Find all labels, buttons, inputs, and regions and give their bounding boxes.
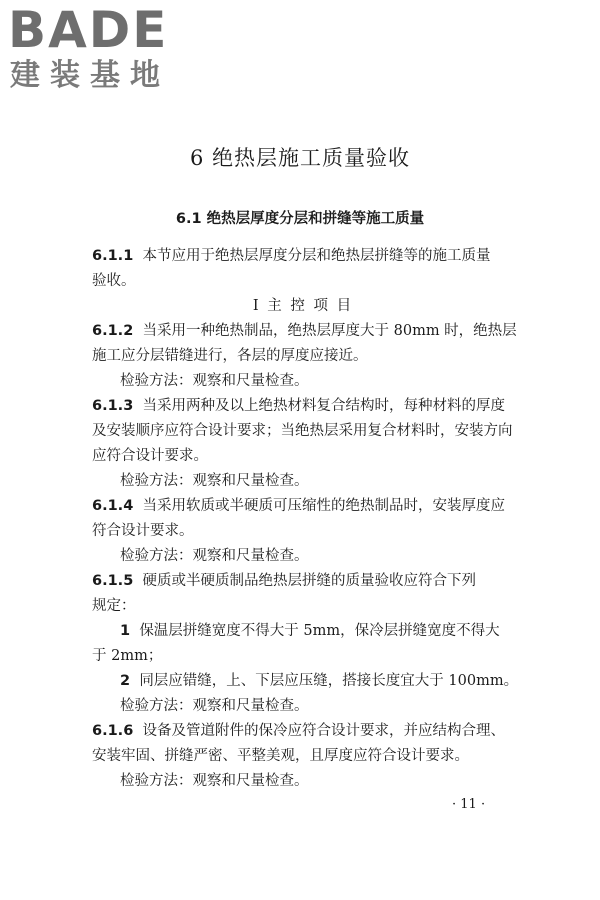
inspection-method: 检验方法：观察和尺量检查。	[120, 773, 309, 789]
subheading-main-control-items: Ⅰ 主 控 项 目	[252, 298, 354, 314]
clause-6-1-3: 6.1.3 当采用两种及以上绝热材料复合结构时，每种材料的厚度	[92, 398, 506, 414]
list-item-1: 1 保温层拼缝宽度不得大于 5mm，保冷层拼缝宽度不得大	[120, 623, 500, 639]
clause-6-1-2: 6.1.2 当采用一种绝热制品，绝热层厚度大于 80mm 时，绝热层	[92, 323, 517, 339]
list-item-2: 2 同层应错缝，上、下层应压缝，搭接长度宜大于 100mm。	[120, 673, 519, 689]
logo-wordmark: BADE	[8, 1, 169, 59]
clause-6-1-5: 6.1.5 硬质或半硬质制品绝热层拼缝的质量验收应符合下列	[92, 573, 477, 589]
inspection-method: 检验方法：观察和尺量检查。	[120, 698, 309, 714]
clause-6-1-1: 6.1.1 本节应用于绝热层厚度分层和绝热层拼缝等的施工质量	[92, 248, 491, 264]
clause-6-1-6: 6.1.6 设备及管道附件的保冷应符合设计要求，并应结构合理、	[92, 723, 506, 739]
text-line: 施工应分层错缝进行，各层的厚度应接近。	[92, 348, 368, 364]
clause-6-1-4: 6.1.4 当采用软质或半硬质可压缩性的绝热制品时，安装厚度应	[92, 498, 506, 514]
section-title: 6.1 绝热层厚度分层和拼缝等施工质量	[175, 211, 425, 227]
inspection-method: 检验方法：观察和尺量检查。	[120, 473, 309, 489]
text-line: 验收。	[92, 273, 136, 289]
inspection-method: 检验方法：观察和尺量检查。	[120, 548, 309, 564]
text-line: 及安装顺序应符合设计要求；当绝热层采用复合材料时，安装方向	[92, 423, 513, 439]
chapter-title: 6 绝热层施工质量验收	[189, 146, 411, 170]
text-line: 规定：	[92, 598, 136, 614]
inspection-method: 检验方法：观察和尺量检查。	[120, 373, 309, 389]
text-line: 安装牢固、拼缝严密、平整美观，且厚度应符合设计要求。	[92, 748, 469, 764]
text-line: 符合设计要求。	[92, 523, 194, 539]
text-line: 应符合设计要求。	[92, 448, 208, 464]
bade-logo	[8, 2, 188, 102]
logo-subtitle: 建装基地	[10, 58, 170, 93]
text-line: 于 2mm；	[92, 648, 163, 664]
page-number: · 11 ·	[452, 797, 486, 812]
